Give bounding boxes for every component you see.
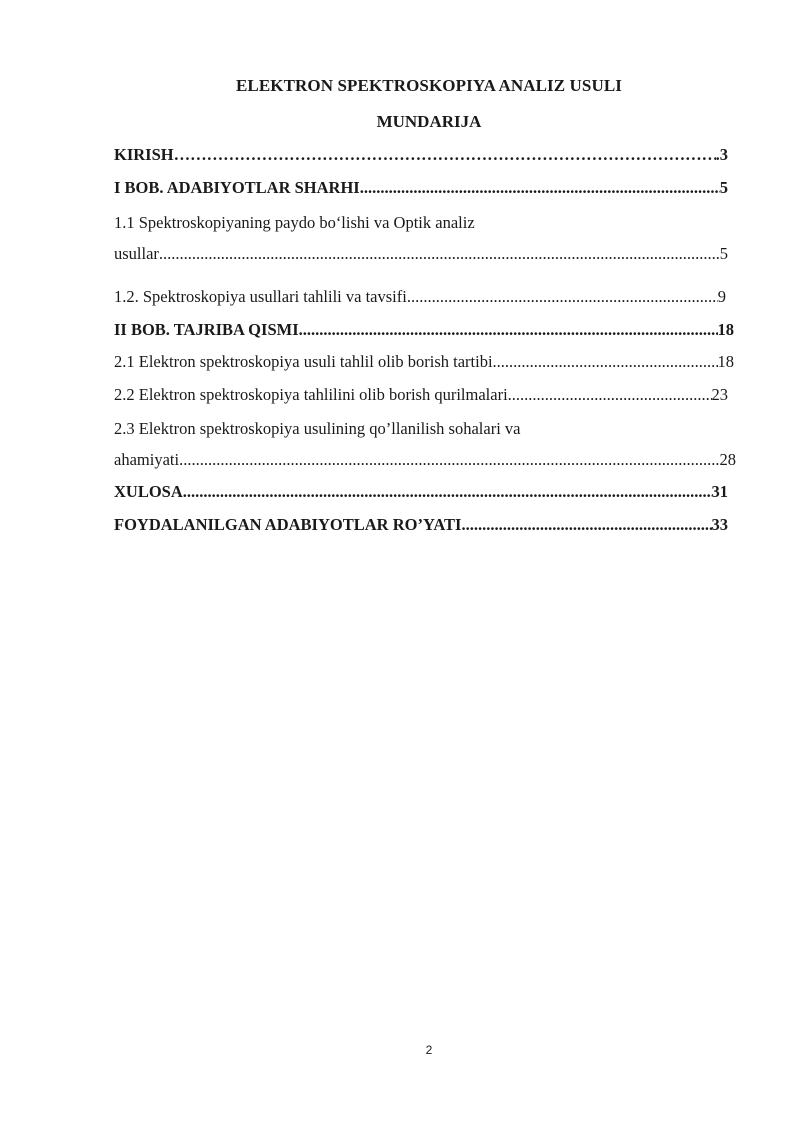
- toc-entry-label: 1.2. Spektroskopiya usullari tahlili va tavsifi: [114, 287, 407, 306]
- toc-entry-2-2: [114, 384, 728, 406]
- toc-page-number: 18: [717, 352, 734, 371]
- toc-entry-xulosa: [114, 481, 728, 503]
- toc-page-number: 28: [719, 450, 736, 469]
- toc-entry-i-bob: [114, 177, 728, 199]
- toc-entry-label: FOYDALANILGAN ADABIYOTLAR RO’YATI: [114, 515, 462, 534]
- toc-page-number: 18: [717, 320, 734, 339]
- toc-dot-leader: [299, 319, 718, 341]
- toc-dot-leader: [508, 384, 712, 406]
- toc-entry-2-3-line1: 2.3 Elektron spektroskopiya usulining qo’llanilish sohalari va: [114, 419, 521, 438]
- document-title: ELEKTRON SPEKTROSKOPIYA ANALIZ USULI: [235, 76, 623, 95]
- toc-dot-leader: [183, 481, 712, 503]
- toc-entry-2-1: [114, 351, 734, 373]
- toc-dot-leader: [407, 286, 718, 308]
- toc-dot-leader: [360, 177, 720, 199]
- toc-dot-leader: [461, 514, 711, 536]
- toc-entry-kirish: [114, 144, 728, 166]
- toc-entry-ii-bob: [114, 319, 734, 341]
- toc-entry-1-2: [114, 286, 726, 308]
- toc-entry-label: XULOSA: [114, 482, 183, 501]
- toc-dot-leader: [159, 243, 720, 265]
- toc-page-number: 5: [719, 178, 728, 197]
- toc-entry-label: 2.2 Elektron spektroskopiya tahlilini olib borish qurilmalari: [114, 385, 508, 404]
- toc-dot-leader: [179, 449, 719, 471]
- toc-entry-label: II BOB. TAJRIBA QISMI: [114, 320, 299, 339]
- toc-page-number: 5: [719, 244, 728, 263]
- toc-entry-label: ahamiyati: [114, 450, 180, 469]
- toc-page-number: 9: [717, 287, 726, 306]
- page-number: 2: [425, 1043, 433, 1057]
- toc-entry-label: usullar: [114, 244, 159, 263]
- toc-entry-1-1: [114, 243, 728, 265]
- toc-page-number: 31: [711, 482, 728, 501]
- toc-entry-label: 2.1 Elektron spektroskopiya usuli tahlil olib borish tartibi: [114, 352, 493, 371]
- toc-page-number: .3: [715, 145, 728, 164]
- toc-entry-label: KIRISH: [114, 145, 174, 164]
- toc-dot-leader: [174, 144, 716, 166]
- toc-entry-label: I BOB. ADABIYOTLAR SHARHI: [114, 178, 360, 197]
- toc-page-number: 23: [711, 385, 728, 404]
- toc-entry-1-1-line1: 1.1 Spektroskopiyaning paydo bo‘lishi va Optik analiz: [114, 213, 475, 232]
- toc-entry-2-3: [114, 449, 736, 471]
- toc-entry-foydalanilgan-adabiyotlar: [114, 514, 728, 536]
- toc-dot-leader: [493, 351, 718, 373]
- toc-page-number: 33: [711, 515, 728, 534]
- toc-heading: MUNDARIJA: [376, 112, 482, 131]
